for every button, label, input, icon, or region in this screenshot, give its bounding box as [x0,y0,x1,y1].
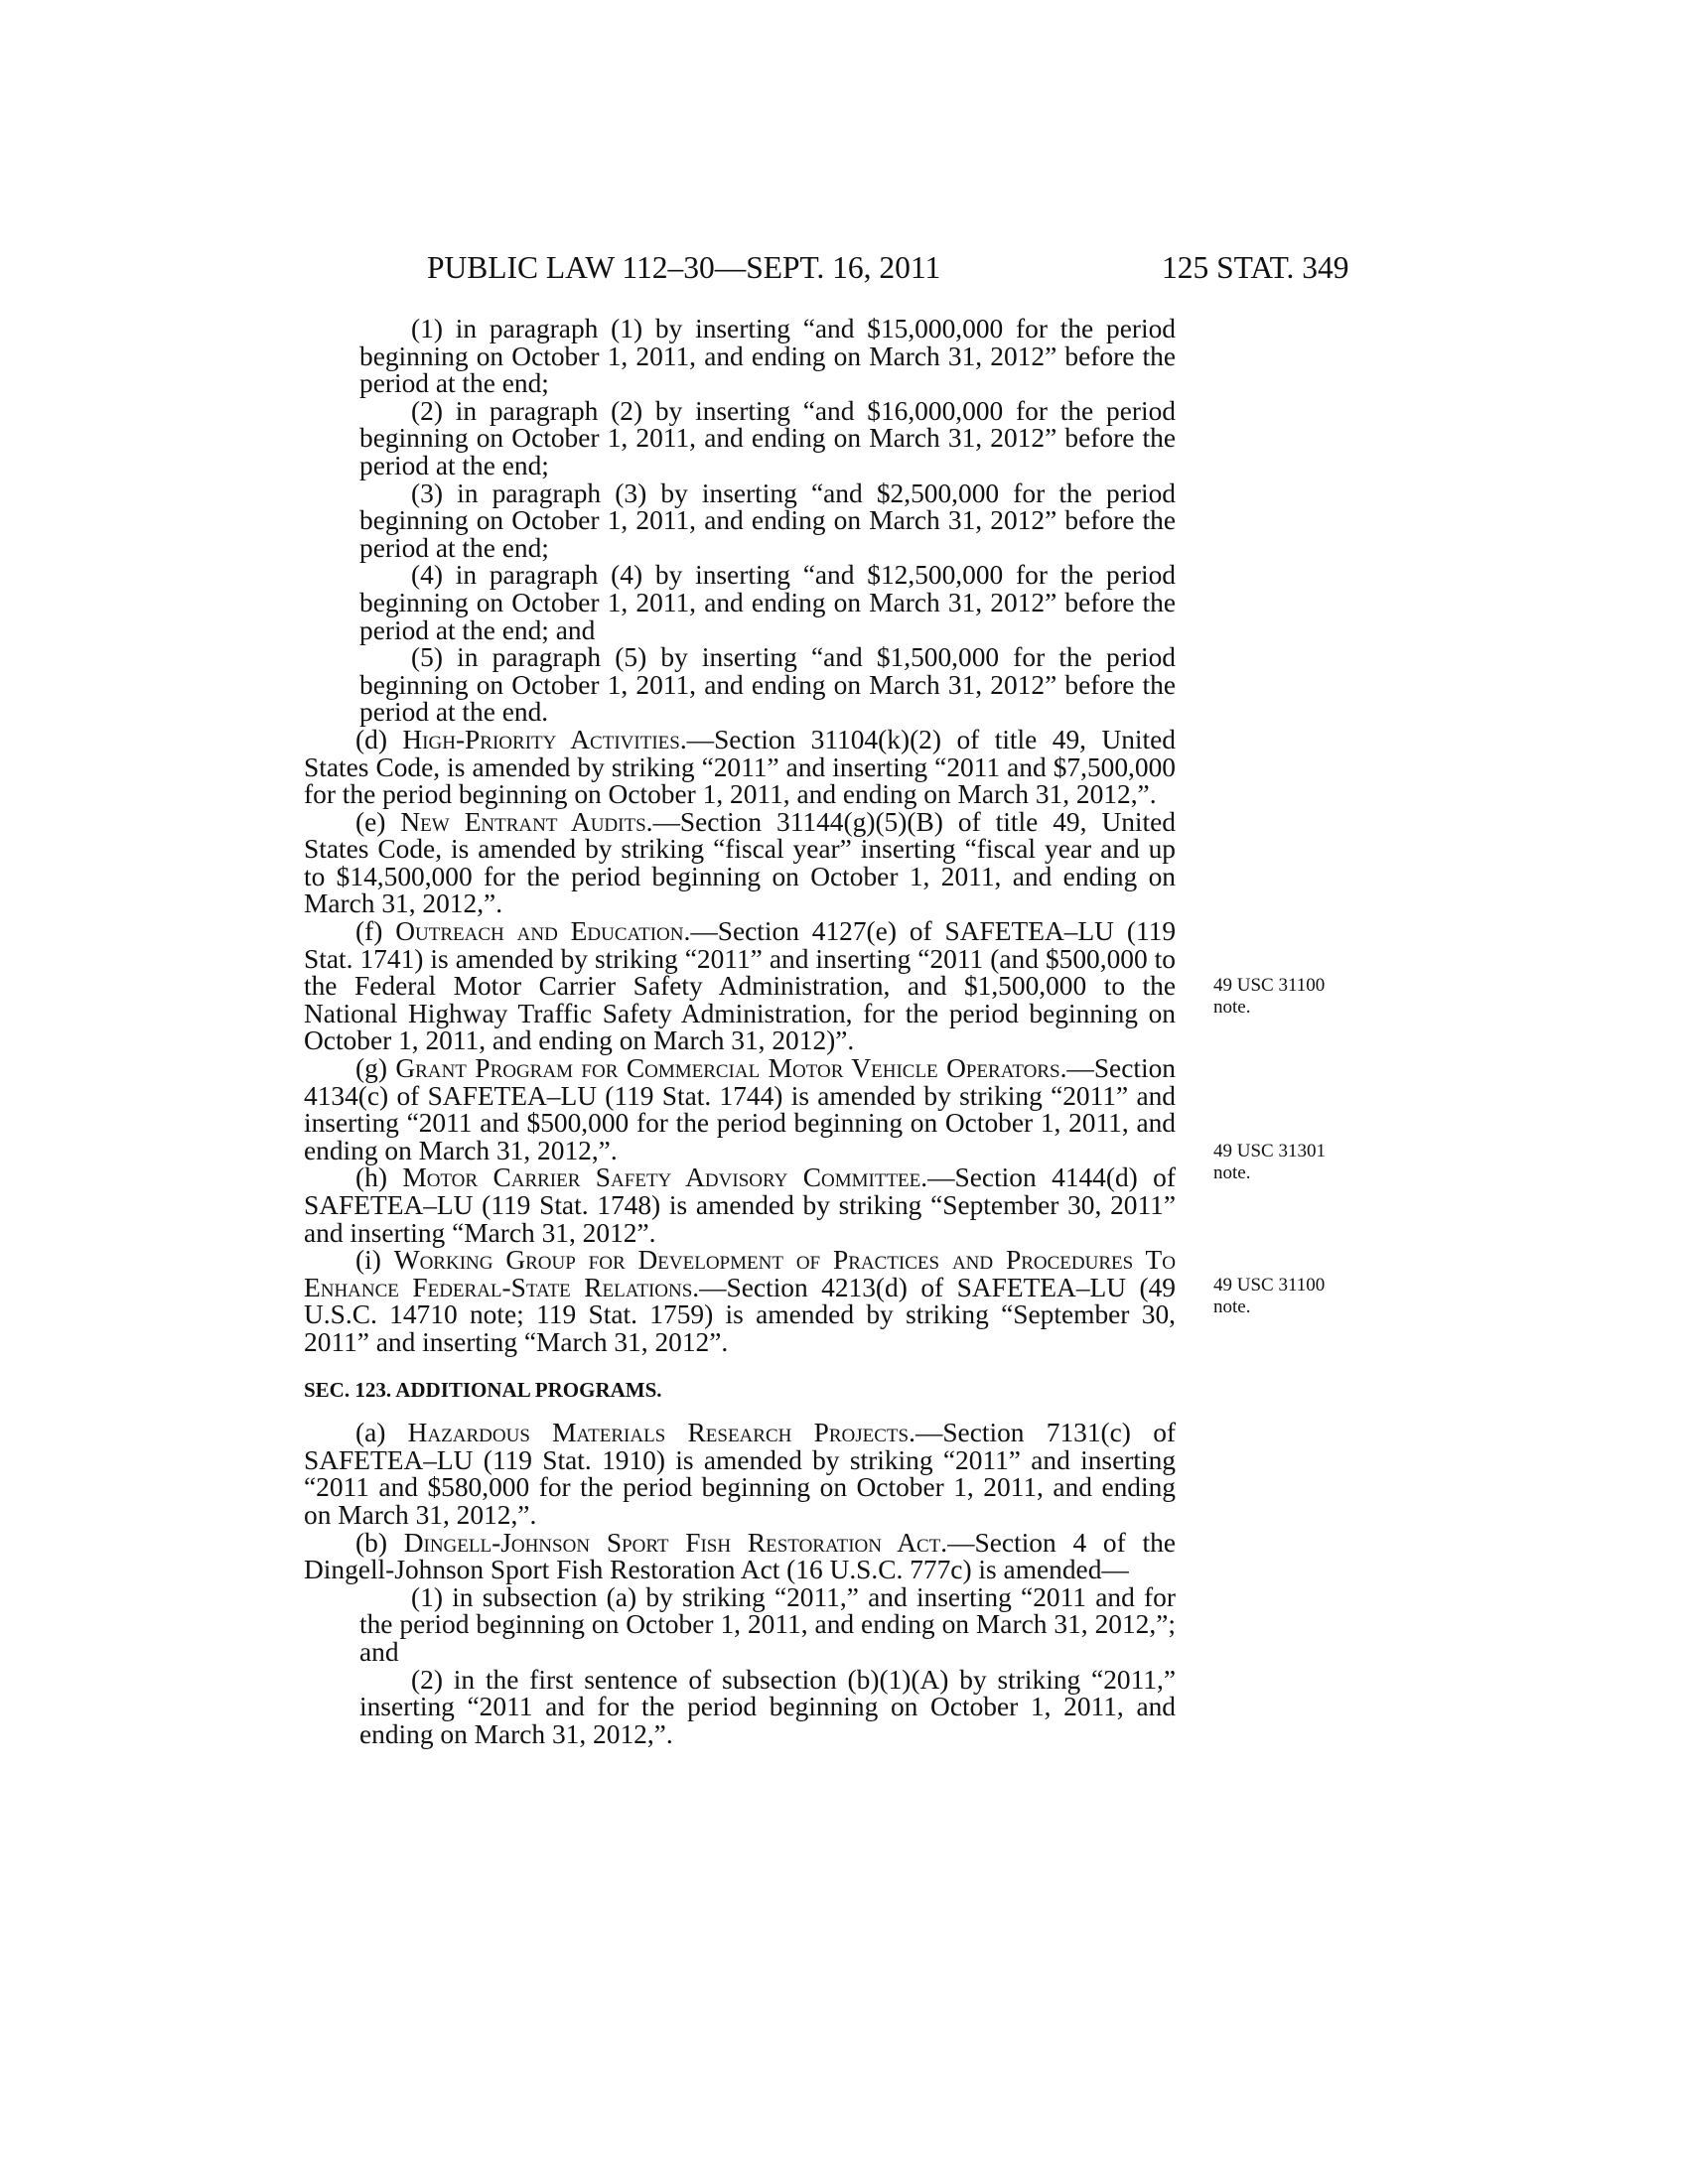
list-item: (1) in subsection (a) by striking “2011,” and inserting “2011 and for the period beginning on October 1, 2011, and ending on March 31, 2012,”; and [359,1581,1176,1667]
subsection-text: —Section 31104(k)(2) of title 49, United States Code, is amended by striking “2011” and inserting “2011 and $7,500,000 for the period beginning on October 1, 2011, and ending on March 31, 2012,”. [304,724,1176,810]
document-body [304,316,1176,1748]
margin-note [1213,975,1372,1019]
subsection-g [304,1055,1176,1164]
subsection-text: —Section 31144(g)(5)(B) of title 49, United States Code, is amended by striking “fiscal year” inserting “fiscal year and up to $14,500,000 for the period beginning on October 1, 2011, and ending on March 31, 2012,”. [304,806,1177,919]
subsection-text: —Section 4127(e) of SAFETEA–LU (119 Stat. 1741) is amended by striking “2011” and inserting “2011 (and $500,000 to the Federal Motor Carrier Safety Administration, and $1,500,000 to the National Highway Traffic Safety Administration, for the period beginning on October 1, 2011, and ending on March 31, 2012)”. [304,916,1177,1056]
subsection-d [304,724,1176,810]
subsection-label: (i) [355,1245,394,1276]
margin-note-citation: 49 USC 31100 [1213,1275,1326,1296]
margin-note-suffix: note. [1213,1297,1251,1317]
list-item: (4) in paragraph (4) by inserting “and $12,500,000 for the period beginning on October 1, 2011, and ending on March 31, 2012” before the period at the end; and [359,560,1176,645]
section-heading: SEC. 123. ADDITIONAL PROGRAMS. [304,1377,662,1402]
subsection-text: —Section 4134(c) of SAFETEA–LU (119 Stat. 1744) is amended by striking “2011” and inserting “2011 and $500,000 for the period beginning on October 1, 2011, and ending on March 31, 2012,”. [304,1053,1176,1165]
list-item: (2) in the first sentence of subsection (b)(1)(A) by striking “2011,” inserting “2011 and for the period beginning on October 1, 2011, and ending on March 31, 2012,”. [359,1664,1176,1749]
list-item: (3) in paragraph (3) by inserting “and $2,500,000 for the period beginning on October 1, 2011, and ending on March 31, 2012” before the period at the end; [359,478,1176,563]
margin-note [1213,1275,1372,1318]
subsection-heading: Grant Program for Commercial Motor Vehicle Operators. [395,1053,1067,1084]
subsection-heading: Outreach and Education. [395,916,691,947]
header-title: PUBLIC LAW 112–30—SEPT. 16, 2011 [427,250,941,285]
list-item: (1) in paragraph (1) by inserting “and $15,000,000 for the period beginning on October 1, 2011, and ending on March 31, 2012” before the period at the end; [359,314,1176,399]
subsection-heading: Dingell-Johnson Sport Fish Restoration Act. [403,1527,948,1558]
margin-note-citation: 49 USC 31301 [1213,1141,1326,1161]
subsection-heading: Motor Carrier Safety Advisory Committee. [402,1162,928,1193]
subsection-text: —Section 7131(c) of SAFETEA–LU (119 Stat. 1910) is amended by striking “2011” and inserting “2011 and $580,000 for the period beginning on October 1, 2011, and ending on March 31, 2012,”. [304,1418,1177,1530]
subsection-heading: High-Priority Activities. [402,724,687,754]
subsection-heading: Working Group for Development of Practices and Procedures To Enhance Federal-State Relations. [304,1245,1177,1302]
header-page-number: 125 STAT. 349 [1162,250,1349,285]
margin-note-citation: 49 USC 31100 [1213,975,1326,996]
subsection-a [304,1420,1176,1529]
subsection-b [304,1527,1176,1585]
list-item: (5) in paragraph (5) by inserting “and $1,500,000 for the period beginning on October 1, 2011, and ending on March 31, 2012” before the period at the end. [359,642,1176,728]
subsection-label: (h) [355,1162,403,1193]
subsection-text: —Section 4213(d) of SAFETEA–LU (49 U.S.C. 14710 note; 119 Stat. 1759) is amended by striking “September 30, 2011” and inserting “March 31, 2012”. [304,1272,1176,1357]
margin-note-suffix: note. [1213,1162,1251,1183]
list-item: (2) in paragraph (2) by inserting “and $16,000,000 for the period beginning on October 1, 2011, and ending on March 31, 2012” before the period at the end; [359,395,1176,480]
subsection-heading: Hazardous Materials Research Projects. [407,1418,915,1448]
subsection-label: (f) [355,916,396,947]
subsection-label: (a) [355,1418,408,1448]
subsection-label: (d) [355,724,403,754]
margin-note-suffix: note. [1213,997,1251,1018]
subsection-e [304,806,1177,919]
subsection-i [304,1247,1176,1356]
subsection-h [304,1164,1176,1247]
subsection-label: (g) [355,1053,396,1084]
subsection-label: (b) [355,1527,404,1558]
page-header [0,250,1688,290]
subsection-heading: New Entrant Audits. [400,806,653,837]
subsection-text: —Section 4144(d) of SAFETEA–LU (119 Stat. 1748) is amended by striking “September 30, 2011” and inserting “March 31, 2012”. [304,1162,1177,1248]
subsection-label: (e) [355,806,401,837]
margin-note [1213,1141,1372,1184]
subsection-f [304,918,1176,1055]
subsection-text: —Section 4 of the Dingell-Johnson Sport Fish Restoration Act (16 U.S.C. 777c) is amended— [304,1527,1176,1585]
